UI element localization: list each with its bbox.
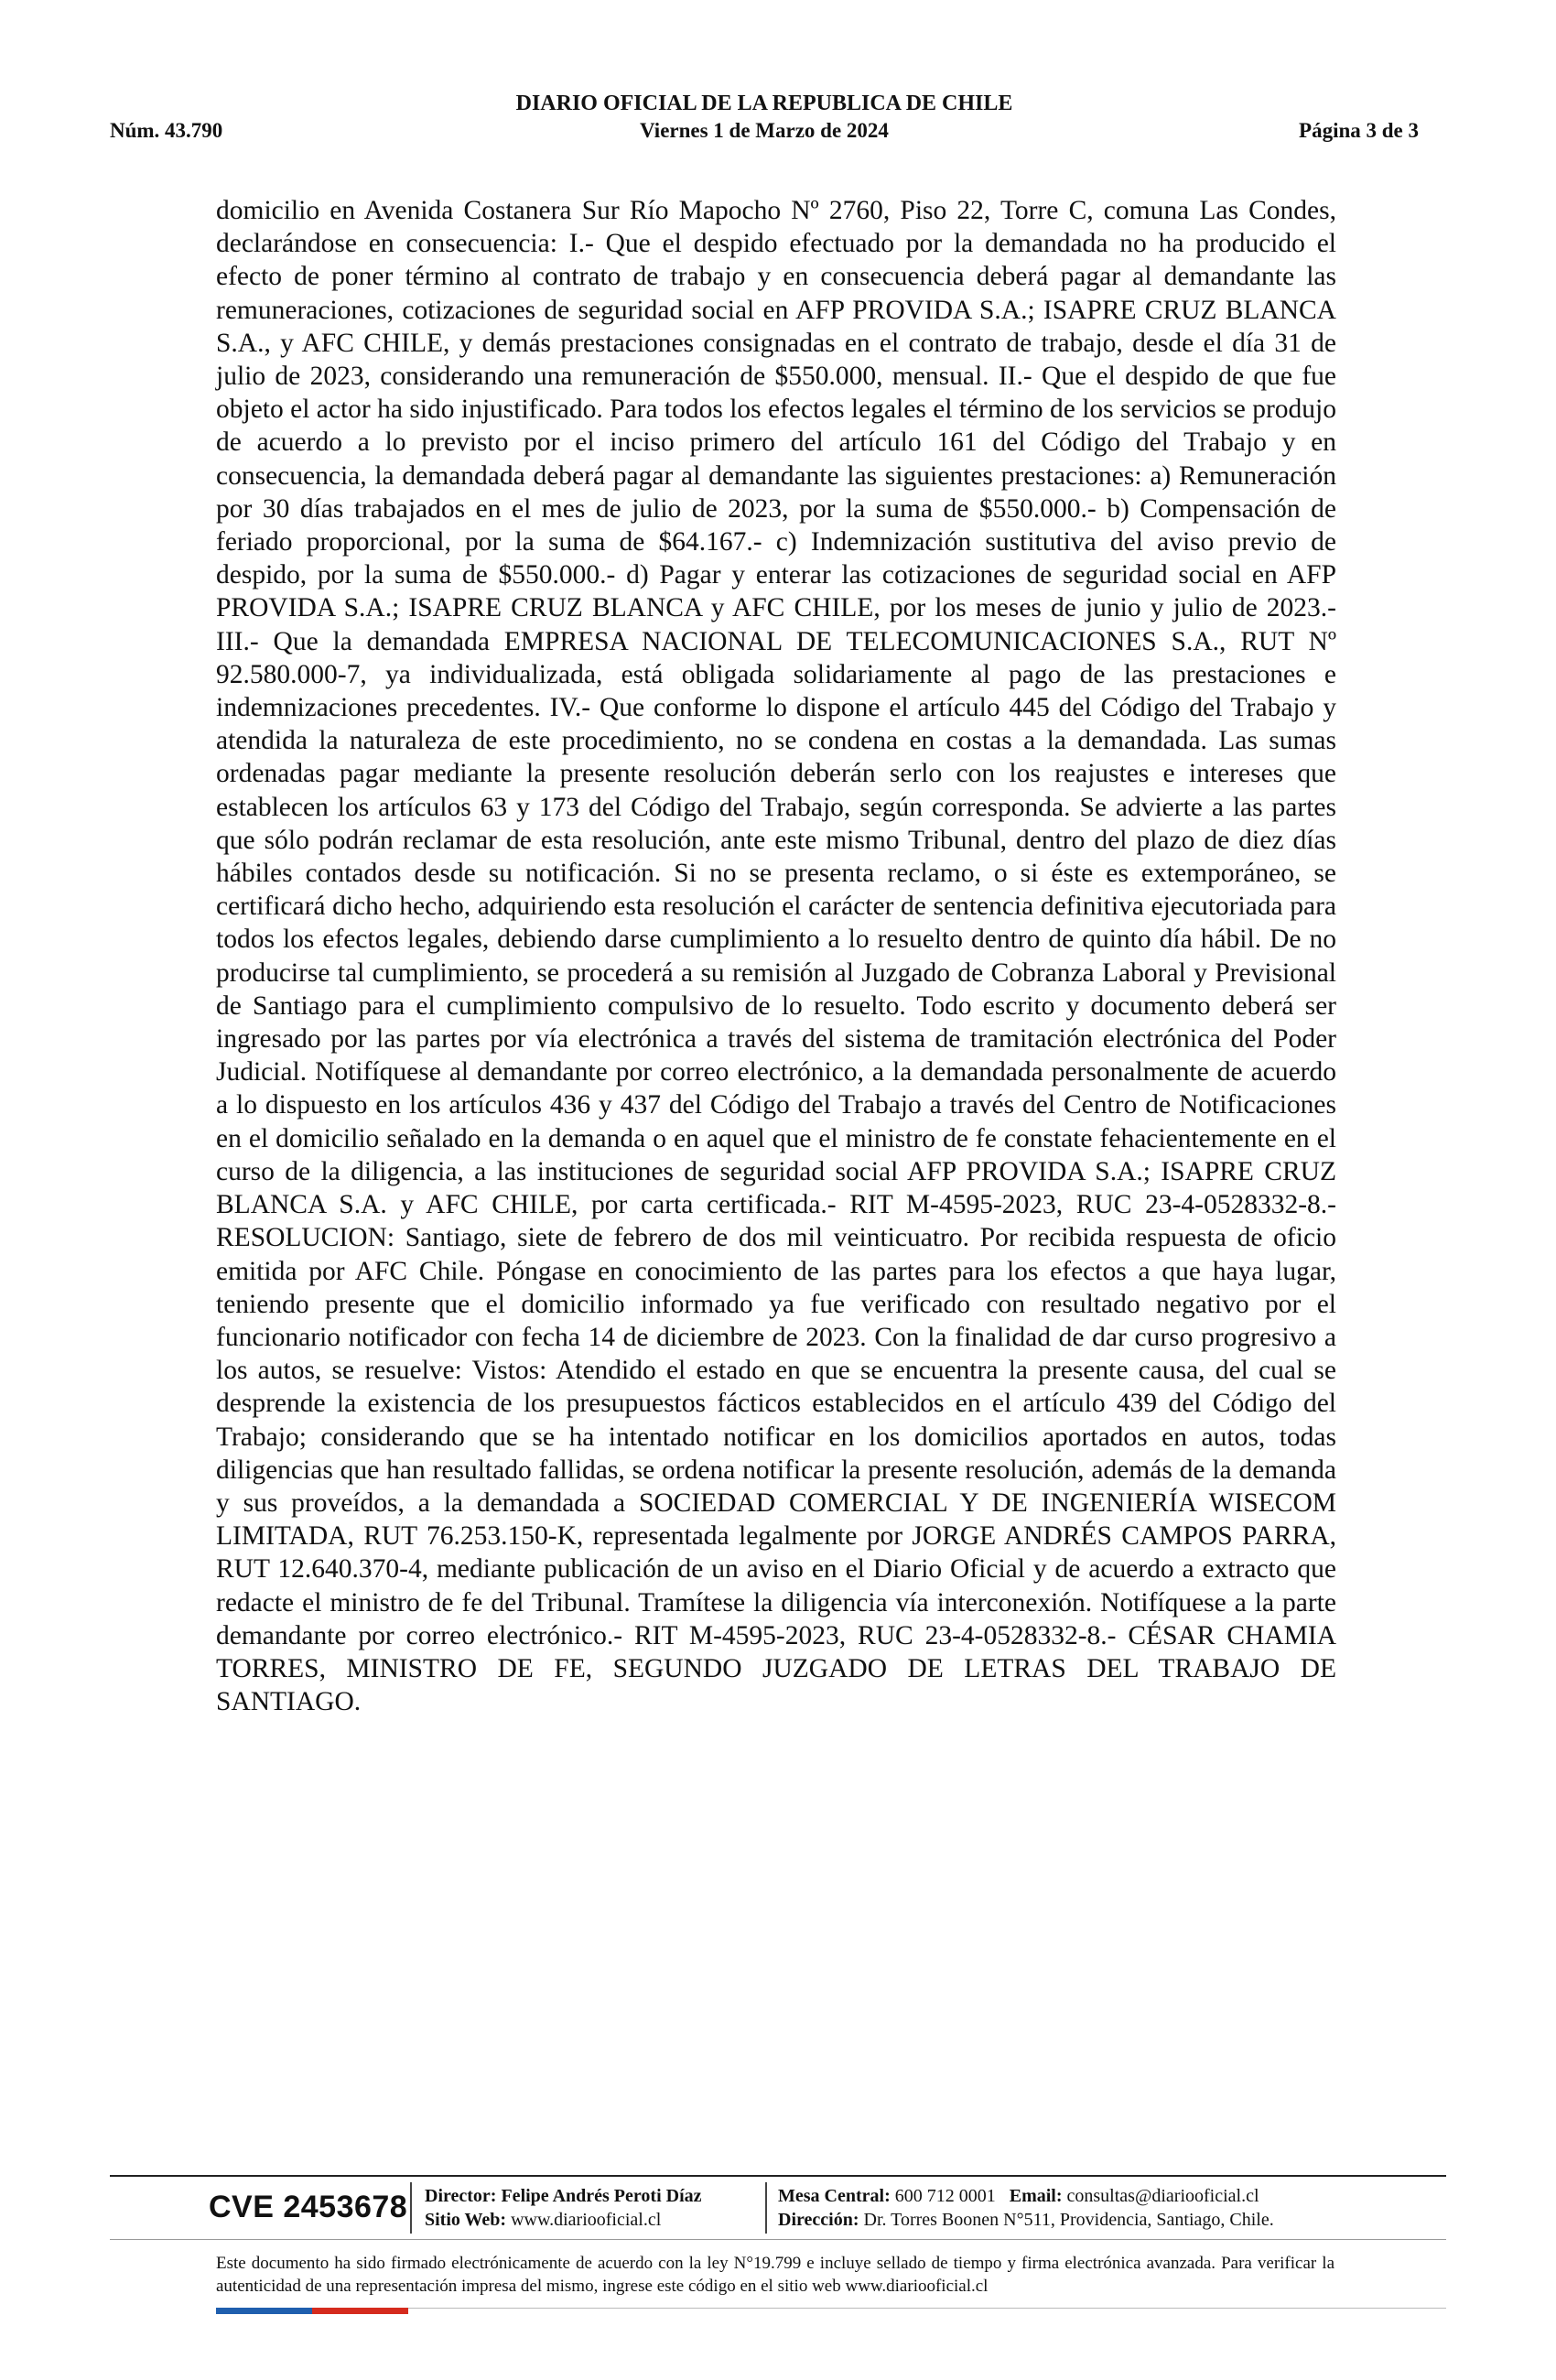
email-link[interactable]: consultas@diariooficial.cl bbox=[1066, 2186, 1259, 2206]
cve-code: CVE 2453678 bbox=[209, 2190, 408, 2224]
chile-flag-stripe bbox=[216, 2308, 408, 2314]
address-value: Dr. Torres Boonen N°511, Providencia, Santiago, Chile. bbox=[863, 2210, 1274, 2230]
legal-notice: Este documento ha sido firmado electrónicamente de acuerdo con la ley N°19.799 e incluye sellado de tiempo y firma electrónica avanzada. Para verificar la autenticidad de una representación impresa del mismo, ingrese este código en el sitio web www.diariooficial.cl bbox=[216, 2254, 1334, 2296]
page-header bbox=[110, 92, 1419, 156]
mesa-label: Mesa Central: bbox=[778, 2186, 891, 2206]
page-indicator: Página 3 de 3 bbox=[1299, 119, 1419, 142]
header-meta-row bbox=[110, 119, 1419, 146]
flag-blue-segment bbox=[216, 2308, 312, 2314]
director-name: Felipe Andrés Peroti Díaz bbox=[501, 2186, 702, 2206]
director-label: Director: bbox=[425, 2186, 497, 2206]
address-label: Dirección: bbox=[778, 2210, 859, 2230]
flag-red-segment bbox=[312, 2308, 408, 2314]
footer-divider-middle bbox=[110, 2239, 1446, 2240]
footer-divider-bottom bbox=[408, 2308, 1446, 2309]
website-link[interactable]: www.diariooficial.cl bbox=[511, 2210, 662, 2230]
issue-number: Núm. 43.790 bbox=[110, 119, 223, 142]
publication-title: DIARIO OFICIAL DE LA REPUBLICA DE CHILE bbox=[515, 92, 1013, 115]
footer-separator bbox=[765, 2182, 767, 2234]
footer-director-block bbox=[425, 2184, 702, 2232]
footer-separator bbox=[410, 2182, 412, 2234]
email-label: Email: bbox=[1009, 2186, 1063, 2206]
document-body: domicilio en Avenida Costanera Sur Río Mapocho Nº 2760, Piso 22, Torre C, comuna Las Condes, declarándose en consecuencia: I.- Que el despido efectuado por la demandada no ha producido el efecto de poner término al contrato de trabajo y en consecuencia deberá pagar al demandante las remuneraciones, cotizaciones de seguridad social en AFP PROVIDA S.A.; ISAPRE CRUZ BLANCA S.A., y AFC CHILE, y demás prestaciones consignadas en el contrato de trabajo, desde el día 31 de julio de 2023, considerando una remuneración de $550.000, mensual. II.- Que el despido de que fue objeto el actor ha sido injustificado. Para todos los efectos legales el término de los servicios se produjo de acuerdo a lo previsto por el inciso primero del artículo 161 del Código del Trabajo y en consecuencia, la demandada deberá pagar al demandante las siguientes prestaciones: a) Remuneración por 30 días trabajados en el mes de julio de 2023, por la suma de $550.000.- b) Compensación de feriado proporcional, por la suma de $64.167.- c) Indemnización sustitutiva del aviso previo de despido, por la suma de $550.000.- d) Pagar y enterar las cotizaciones de seguridad social en AFP PROVIDA S.A.; ISAPRE CRUZ BLANCA y AFC CHILE, por los meses de junio y julio de 2023.- III.- Que la demandada EMPRESA NACIONAL DE TELECOMUNICACIONES S.A., RUT Nº 92.580.000-7, ya individualizada, está obligada solidariamente al pago de las prestaciones e indemnizaciones precedentes. IV.- Que conforme lo dispone el artículo 445 del Código del Trabajo y atendida la naturaleza de este procedimiento, no se condena en costas a la demandada. Las sumas ordenadas pagar mediante la presente resolución deberán serlo con los reajustes e intereses que establecen los artículos 63 y 173 del Código del Trabajo, según corresponda. Se advierte a las partes que sólo podrán reclamar de esta resolución, ante este mismo Tribunal, dentro del plazo de diez días hábiles contados desde su notificación. Si no se presenta reclamo, o si éste es extemporáneo, se certificará dicho hecho, adquiriendo esta resolución el carácter de sentencia definitiva ejecutoriada para todos los efectos legales, debiendo darse cumplimiento a lo resuelto dentro de quinto día hábil. De no producirse tal cumplimiento, se procederá a su remisión al Juzgado de Cobranza Laboral y Previsional de Santiago para el cumplimiento compulsivo de lo resuelto. Todo escrito y documento deberá ser ingresado por las partes por vía electrónica a través del sistema de tramitación electrónica del Poder Judicial. Notifíquese al demandante por correo electrónico, a la demandada personalmente de acuerdo a lo dispuesto en los artículos 436 y 437 del Código del Trabajo a través del Centro de Notificaciones en el domicilio señalado en la demanda o en aquel que el ministro de fe constate fehacientemente en el curso de la diligencia, a las instituciones de seguridad social AFP PROVIDA S.A.; ISAPRE CRUZ BLANCA S.A. y AFC CHILE, por carta certificada.- RIT M-4595-2023, RUC 23-4-0528332-8.- RESOLUCION: Santiago, siete de febrero de dos mil veinticuatro. Por recibida respuesta de oficio emitida por AFC Chile. Póngase en conocimiento de las partes para los efectos a que haya lugar, teniendo presente que el domicilio informado ya fue verificado con resultado negativo por el funcionario notificador con fecha 14 de diciembre de 2023. Con la finalidad de dar curso progresivo a los autos, se resuelve: Vistos: Atendido el estado en que se encuentra la presente causa, del cual se desprende la existencia de los presupuestos fácticos establecidos en el artículo 439 del Código del Trabajo; considerando que se ha intentado notificar en los domicilios aportados en autos, todas diligencias que han resultado fallidas, se ordena notificar la presente resolución, además de la demanda y sus proveídos, a la demandada a SOCIEDAD COMERCIAL Y DE INGENIERÍA WISECOM LIMITADA, RUT 76.253.150-K, representada legalmente por JORGE ANDRÉS CAMPOS PARRA, RUT 12.640.370-4, mediante publicación de un aviso en el Diario Oficial y de acuerdo a extracto que redacte el ministro de fe del Tribunal. Tramítese la diligencia vía interconexión. Notifíquese a la parte demandante por correo electrónico.- RIT M-4595-2023, RUC 23-4-0528332-8.- CÉSAR CHAMIA TORRES, MINISTRO DE FE, SEGUNDO JUZGADO DE LETRAS DEL TRABAJO DE SANTIAGO. bbox=[216, 196, 1336, 1717]
footer-divider-top bbox=[110, 2175, 1446, 2177]
footer-contact-block bbox=[778, 2184, 1274, 2232]
website-label: Sitio Web: bbox=[425, 2210, 507, 2230]
mesa-phone: 600 712 0001 bbox=[894, 2186, 996, 2206]
issue-date: Viernes 1 de Marzo de 2024 bbox=[640, 119, 889, 142]
